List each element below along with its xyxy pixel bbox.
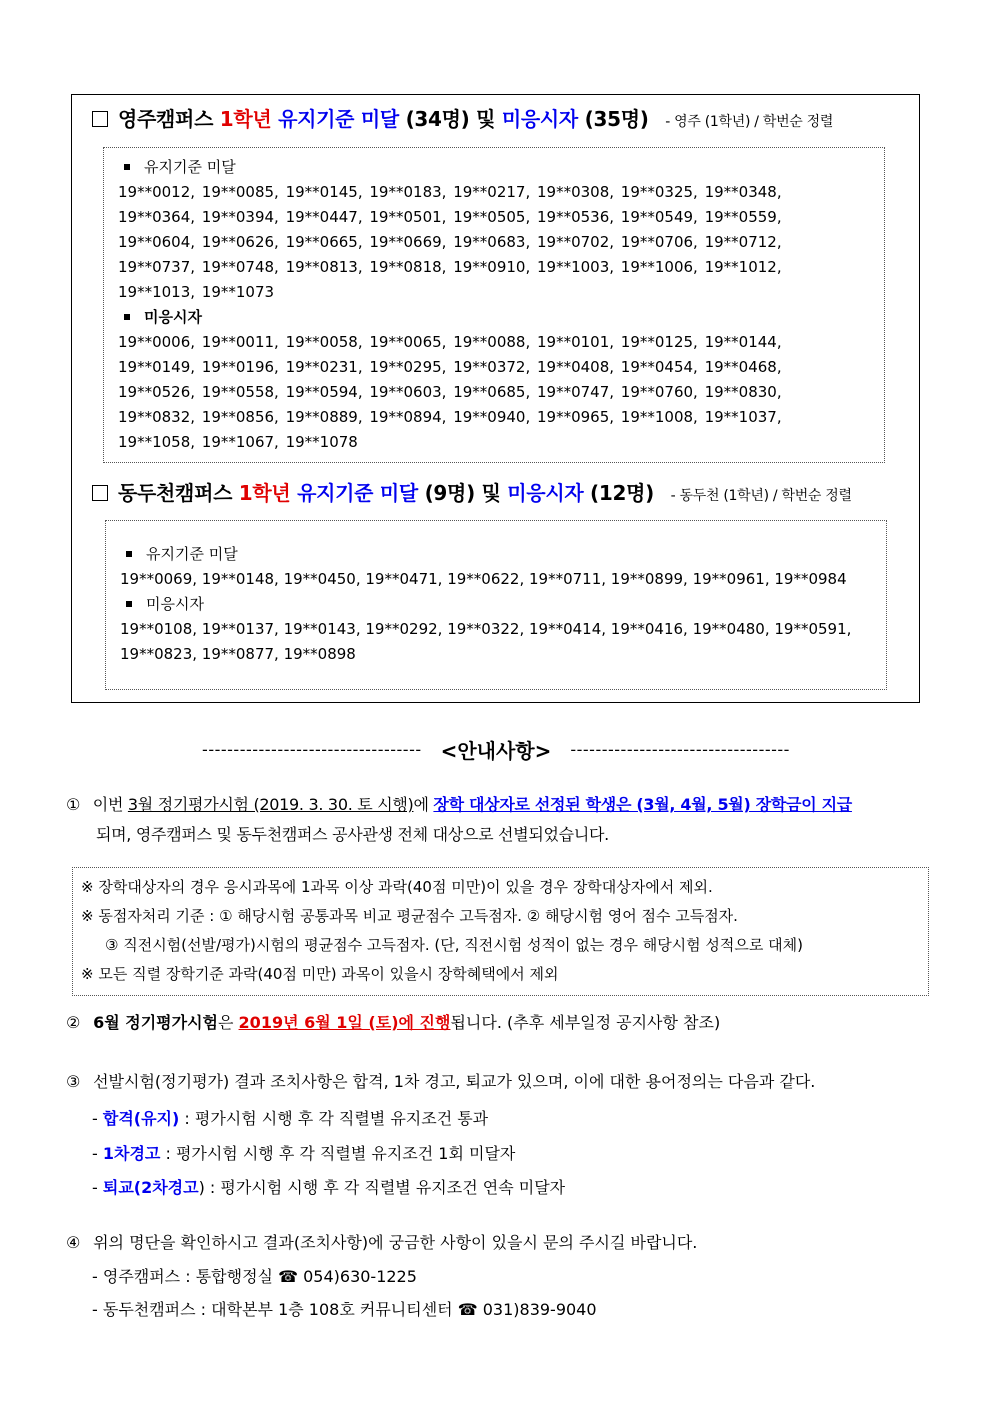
scholarship-notes: [72, 867, 929, 996]
definition-text: ) : 평가시험 시행 후 각 직렬별 유지조건 연속 미달자: [198, 1178, 566, 1197]
item-number: ②: [66, 1013, 81, 1032]
june-exam-label: 6월 정기평가시험: [93, 1013, 218, 1032]
item-text: 이번: [92, 795, 128, 814]
criteria-label: 유지기준 미달: [297, 481, 418, 505]
definition-text: : 평가시험 시행 후 각 직렬별 유지조건 1회 미달자: [160, 1144, 516, 1163]
absent-label: 미응시자: [507, 481, 584, 505]
sort-note: - 영주 (1학년) / 학번순 정렬: [665, 114, 834, 130]
item-text: 은: [218, 1013, 239, 1032]
dongducheon-list: [105, 520, 887, 690]
phone-icon: ☎: [457, 1300, 478, 1319]
square-bullet-icon: [126, 551, 132, 557]
id-line: 19**0108, 19**0137, 19**0143, 19**0292, 19**0322, 19**0414, 19**0416, 19**0480, 19**0591,: [120, 620, 852, 638]
notice-divider: [120, 735, 872, 764]
square-bullet-icon: [124, 164, 130, 170]
term-expel: 퇴교(2차경고: [102, 1178, 199, 1197]
phone-number: 031)839-9040: [477, 1300, 597, 1319]
group-label: 미응시자: [144, 308, 202, 326]
group-label: 유지기준 미달: [144, 158, 236, 176]
item-text: 위의 명단을 확인하시고 결과(조치사항)에 궁금한 사항이 있을시 문의 주시길 바랍니다.: [93, 1233, 698, 1252]
phone-number: 054)630-1225: [298, 1267, 417, 1286]
definition-expel: - 퇴교(2차경고) : 평가시험 시행 후 각 직렬별 유지조건 연속 미달자: [92, 1178, 566, 1197]
item-text: 에: [413, 795, 434, 814]
phone-icon: ☎: [278, 1267, 299, 1286]
notice-item-1-line2: 되며, 영주캠퍼스 및 동두천캠퍼스 공사관생 전체 대상으로 선별되었습니다.: [96, 825, 609, 844]
item-text: 됩니다. (추후 세부일정 공지사항 참조): [450, 1013, 721, 1032]
group-heading: [120, 592, 872, 617]
note-line: ※ 장학대상자의 경우 응시과목에 1과목 이상 과락(40점 미만)이 있을 경우 장학대상자에서 제외.: [81, 878, 713, 896]
march-exam-text: 3월 정기평가시험 (2019. 3. 30. 토 시행): [127, 795, 414, 814]
note-line: ※ 모든 직렬 장학기준 과락(40점 미만) 과목이 있을시 장학혜택에서 제외: [81, 965, 559, 983]
contact-label: - 동두천캠퍼스 : 대학본부 1층 108호 커뮤니티센터: [92, 1300, 458, 1319]
dash-line: -----------------------------------: [570, 740, 790, 759]
definition-text: : 평가시험 시행 후 각 직렬별 유지조건 통과: [179, 1109, 489, 1128]
id-line: 19**0604, 19**0626, 19**0665, 19**0669, 19**0683, 19**0702, 19**0706, 19**0712,: [118, 233, 782, 251]
notice-item-1-line1: [66, 790, 852, 820]
yeongju-heading: [92, 103, 833, 132]
count-label: (34명) 및: [405, 107, 496, 131]
campus-name: 동두천캠퍼스: [118, 481, 233, 505]
checkbox-square-icon: [92, 485, 108, 501]
notice-item-1: [66, 790, 852, 850]
notice-title: <안내사항>: [440, 739, 552, 763]
group-heading: [118, 155, 870, 180]
contact-yeongju: [92, 1264, 417, 1287]
id-line: 19**0006, 19**0011, 19**0058, 19**0065, 19**0088, 19**0101, 19**0125, 19**0144,: [118, 333, 782, 351]
dash-line: -----------------------------------: [202, 740, 422, 759]
id-line: 19**0364, 19**0394, 19**0447, 19**0501, 19**0505, 19**0536, 19**0549, 19**0559,: [118, 208, 782, 226]
dongducheon-heading: [92, 477, 852, 506]
sort-note: - 동두천 (1학년) / 학번순 정렬: [670, 488, 852, 504]
scholarship-highlight: 장학 대상자로 선정된 학생은 (3월, 4월, 5월) 장학금이 지급: [433, 795, 852, 814]
id-line: 19**0737, 19**0748, 19**0813, 19**0818, 19**0910, 19**1003, 19**1006, 19**1012,: [118, 258, 782, 276]
checkbox-square-icon: [92, 111, 108, 127]
absent-count: (12명): [590, 481, 654, 505]
term-pass: 합격(유지): [102, 1109, 180, 1128]
yeongju-list: [103, 147, 885, 463]
campus-name: 영주캠퍼스: [118, 107, 214, 131]
note-line: ③ 직전시험(선발/평가)시험의 평균점수 고득점자. (단, 직전시험 성적이 없는 경우 해당시험 성적으로 대체): [105, 936, 803, 954]
group-label: 미응시자: [146, 595, 204, 613]
square-bullet-icon: [124, 314, 130, 320]
notice-item-4: [66, 1228, 697, 1258]
absent-count: (35명): [584, 107, 649, 131]
id-line: 19**0823, 19**0877, 19**0898: [120, 645, 356, 663]
criteria-label: 유지기준 미달: [278, 107, 399, 131]
item-number: ④: [66, 1233, 81, 1252]
contact-dongducheon: [92, 1297, 597, 1320]
item-number: ①: [66, 795, 81, 814]
id-line: 19**0526, 19**0558, 19**0594, 19**0603, 19**0685, 19**0747, 19**0760, 19**0830,: [118, 383, 782, 401]
term-warning: 1차경고: [102, 1144, 161, 1163]
campus-list-box: [71, 94, 920, 703]
notice-item-2: [66, 1008, 720, 1038]
notice-item-3: [66, 1067, 815, 1097]
id-line: 19**0149, 19**0196, 19**0231, 19**0295, 19**0372, 19**0408, 19**0454, 19**0468,: [118, 358, 782, 376]
group-heading: [118, 305, 870, 330]
grade-label: 1학년: [219, 107, 272, 131]
contact-label: - 영주캠퍼스 : 통합행정실: [92, 1267, 279, 1286]
id-line: 19**0832, 19**0856, 19**0889, 19**0894, 19**0940, 19**0965, 19**1008, 19**1037,: [118, 408, 782, 426]
square-bullet-icon: [126, 601, 132, 607]
item-number: ③: [66, 1072, 81, 1091]
id-line: 19**0069, 19**0148, 19**0450, 19**0471, 19**0622, 19**0711, 19**0899, 19**0961, 19**0984: [120, 570, 847, 588]
absent-label: 미응시자: [501, 107, 578, 131]
note-line: ※ 동점자처리 기준 : ① 해당시험 공통과목 비교 평균점수 고득점자. ② 해당시험 영어 점수 고득점자.: [81, 907, 738, 925]
id-line: 19**1013, 19**1073: [118, 283, 275, 301]
item-text: 선발시험(정기평가) 결과 조치사항은 합격, 1차 경고, 퇴교가 있으며, 이에 대한 용어정의는 다음과 같다.: [93, 1072, 816, 1091]
definition-pass: - 합격(유지) : 평가시험 시행 후 각 직렬별 유지조건 통과: [92, 1109, 489, 1128]
grade-label: 1학년: [238, 481, 291, 505]
count-label: (9명) 및: [424, 481, 501, 505]
definition-warning: - 1차경고 : 평가시험 시행 후 각 직렬별 유지조건 1회 미달자: [92, 1144, 516, 1163]
id-line: 19**0012, 19**0085, 19**0145, 19**0183, 19**0217, 19**0308, 19**0325, 19**0348,: [118, 183, 782, 201]
id-line: 19**1058, 19**1067, 19**1078: [118, 433, 358, 451]
june-exam-date: 2019년 6월 1일 (토)에 진행: [238, 1013, 451, 1032]
group-label: 유지기준 미달: [146, 545, 238, 563]
group-heading: [120, 542, 872, 567]
